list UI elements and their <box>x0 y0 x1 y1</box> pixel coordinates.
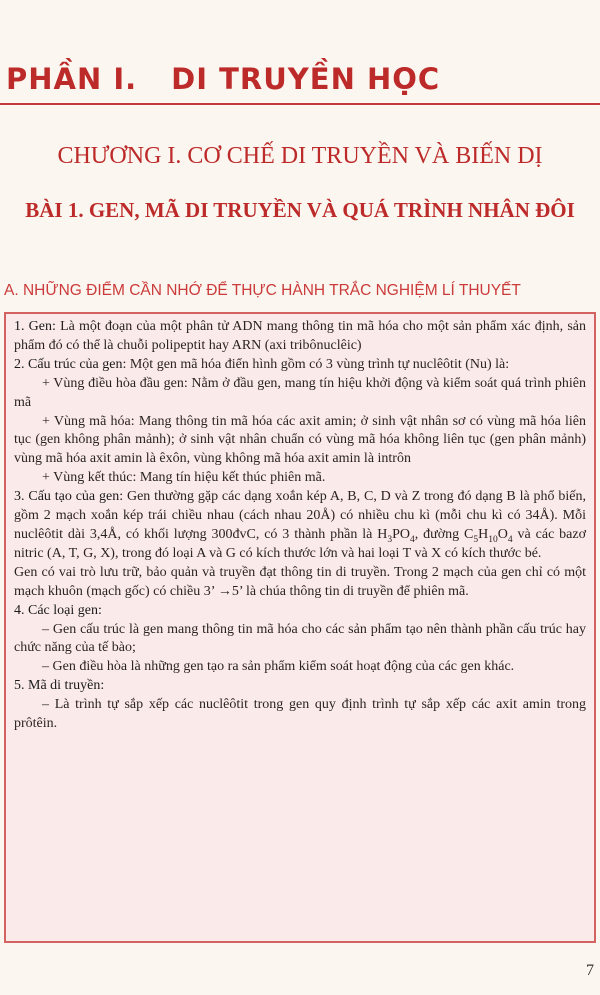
chapter-title: CHƯƠNG I. CƠ CHẾ DI TRUYỀN VÀ BIẾN DỊ <box>57 143 543 169</box>
part-name: DI TRUYỀN HỌC <box>171 62 441 96</box>
structure-heading: 2. Cấu trúc của gen: <box>14 356 127 372</box>
region1-text: Nằm ở đầu gen, mang tín hiệu khởi động và kiểm soát quá trình phiên mã <box>14 375 587 410</box>
type1-paragraph: – Gen cấu trúc là gen mang thông tin mã hóa cho các sản phẩm tạo nên thành phần cấu trúc hay chức năng của tế bào; <box>14 621 586 656</box>
sugar-sub-10: 10 <box>488 534 498 545</box>
region3-text: Mang tín hiệu kết thúc phiên mã. <box>139 470 326 486</box>
h3po4-sub-3: 3 <box>387 534 393 545</box>
sugar-sub-4: 4 <box>507 534 513 545</box>
structure-paragraph <box>14 356 586 375</box>
gen-heading: 1. Gen: <box>14 319 56 334</box>
section-title: A. NHỮNG ĐIỂM CẦN NHỚ ĐỂ THỰC HÀNH TRẮC NGHIỆM LÍ THUYẾT <box>4 282 521 299</box>
type2-paragraph: – Gen điều hòa là những gen tạo ra sản phẩm kiểm soát hoạt động của các gen khác. <box>42 659 515 675</box>
part-label: PHẦN I. <box>6 62 138 96</box>
region3-label: + Vùng kết thúc: <box>42 470 137 486</box>
region2-label: + Vùng mã hóa: <box>42 413 135 429</box>
page-number: 7 <box>586 962 594 979</box>
composition-text-2: và các bazơ nitric (A, T, G, X), trong đó loại A và G có kích thước lớn và hai loại T và X có kích thước bé. <box>14 526 586 561</box>
part-divider <box>0 103 600 105</box>
lesson-title: BÀI 1. GEN, MÃ DI TRUYỀN VÀ QUÁ TRÌNH NHÂN ĐÔI <box>25 198 575 222</box>
types-heading: 4. Các loại gen: <box>14 602 102 618</box>
code-heading: 5. Mã di truyền: <box>14 678 105 694</box>
part-title <box>6 62 440 96</box>
h3po4-sub-4: 4 <box>410 534 415 545</box>
role-paragraph: Gen có vai trò lưu trữ, bảo quản và truyền đạt thông tin di truyền. Trong 2 mạch của gen chỉ có một mạch khuôn (mạch gốc) có chiều 3’ →5’ là chúa thông tin di truyền để phiên mã. <box>14 564 586 599</box>
sugar-sub-5: 5 <box>473 534 479 545</box>
region3-paragraph <box>14 469 586 488</box>
summary-box <box>4 312 596 943</box>
composition-heading: 3. Cấu tạo của gen: <box>14 489 124 505</box>
composition-paragraph <box>14 488 586 564</box>
sugar-o: O <box>497 526 508 542</box>
gen-text: Là một đoạn của một phân tử ADN mang thông tin mã hóa cho một sản phẩm xác định, sản phẩm đó có thể là chuỗi polipeptit hay ARN (axi tribônuclêic) <box>14 319 587 353</box>
region2-text: Mang thông tin mã hóa các axit amin; ở sinh vật nhân sơ có vùng mã hóa liên tục (gen không phân mảnh); ở sinh vật nhân chuẩn có vùng mã hóa không liên tục (gen phân mảnh) vùng mã hóa axit amin là êxôn, vùng không mã hóa axit amin là intrôn <box>14 413 586 467</box>
sugar-h: H <box>478 526 489 542</box>
composition-text-1: Gen thường gặp các dạng xoắn kép A, B, C, D và Z trong đó dạng B là phổ biến, gồm 2 mạch xoắn kép trái chiều nhau (cách nhau 20Å) có nhiều chu kì (mỗi chu kì có 34Å). Mỗi nuclêôtit dài 3,4Å, có khối lượng 300đvC, có 3 thành phần là H <box>14 489 587 542</box>
structure-text: Một gen mã hóa điển hình gồm có 3 vùng trình tự nuclêôtit (Nu) là: <box>129 356 510 372</box>
gen-paragraph <box>14 318 586 356</box>
h3po4-p: PO <box>392 526 411 542</box>
region1-label: + Vùng điều hòa đầu gen: <box>42 375 188 391</box>
code-paragraph: – Là trình tự sắp xếp các nuclêôtit trong gen quy định trình tự sắp xếp các axit amin trong prôtêin. <box>14 697 586 732</box>
region2-paragraph <box>14 413 586 470</box>
region1-paragraph <box>14 375 586 413</box>
sugar-prefix: , đường C <box>414 526 474 542</box>
